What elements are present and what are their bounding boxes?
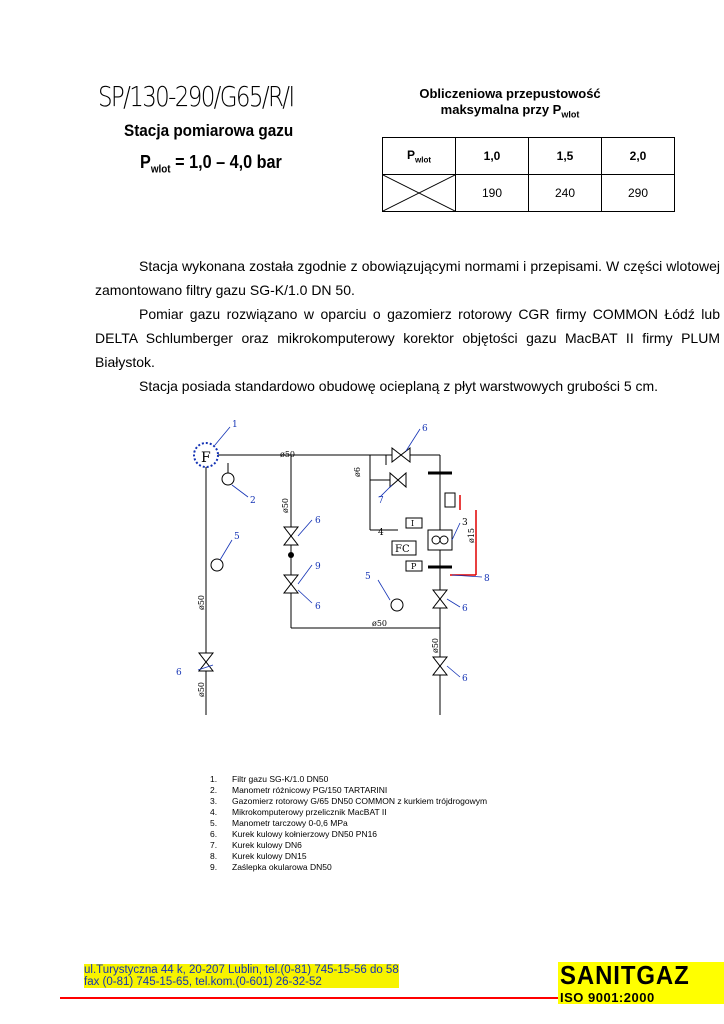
item-number: 6 [176,668,182,678]
flow-cell: 240 [529,175,602,212]
footer-rule [60,997,560,999]
meter-small-label: I [411,519,415,528]
legend-item: 2. Manometr różnicowy PG/150 TARTARINI [210,785,388,795]
corrector-label: FC [395,544,410,555]
capacity-title-sub: wlot [561,109,580,120]
item-number: 9 [315,562,321,572]
legend-item: 4. Mikrokomputerowy przelicznik MacBAT II [210,807,387,817]
item-number: 6 [315,602,321,612]
pressure-value: = 1,0 – 4,0 bar [170,152,282,172]
legend-item: 5. Manometr tarczowy 0-0,6 MPa [210,818,348,828]
item-number: 6 [462,674,468,684]
legend-item: 1. Filtr gazu SG-K/1.0 DN50 [210,774,329,784]
filter-label: F [201,450,211,466]
pipe-dn50-label: ø50 [197,682,206,697]
paragraph-2 [95,302,720,374]
item-number: 8 [484,574,490,584]
pressure-cell: 2,0 [602,138,675,175]
iso-certification: ISO 9001:2000 [560,990,655,1005]
item-number: 7 [378,496,384,506]
legend-item: 7. Kurek kulowy DN6 [210,840,302,850]
item-number: 6 [315,516,321,526]
item-number: 5 [365,572,371,582]
pipe-dn15-label: ø15 [467,528,476,543]
item-number: 6 [462,604,468,614]
pipe-dn6-label: ø6 [353,467,362,477]
inlet-pressure-range [140,152,282,176]
row-label-prefix: P [406,147,415,162]
brand-logo: SANITGAZ [560,960,690,990]
pipe-dn50-label: ø50 [280,450,295,459]
company-address [84,964,399,988]
cross-mark-icon [383,175,455,211]
item-number: 6 [422,424,428,434]
legend-item: 9. Zaślepka okularowa DN50 [210,862,332,872]
capacity-title-line2 [384,102,636,123]
pressure-sub: wlot [150,163,171,176]
item-number: 4 [378,528,384,538]
station-schematic-diagram [160,415,520,725]
pressure-prefix: P [140,152,151,172]
pipe-dn50-label: ø50 [431,638,440,653]
legend-item: 8. Kurek kulowy DN15 [210,851,307,861]
item-number: 1 [232,420,238,430]
pressure-cell: 1,5 [529,138,602,175]
pressure-gauge-icon [211,559,223,571]
paragraph-1 [95,254,720,302]
station-subtitle: Stacja pomiarowa gazu [124,121,294,140]
capacity-row-label [383,138,456,175]
capacity-title-line1: Obliczeniowa przepustowość [419,86,601,101]
flow-cell: 190 [456,175,529,212]
station-code: SP/130-290/G65/R/I [98,80,294,113]
row-label-sub: wlot [415,155,431,165]
capacity-title [384,86,636,123]
capacity-table [382,137,675,212]
crossed-cell [383,175,456,212]
item-number: 3 [462,518,468,528]
capacity-flow-row [383,175,675,212]
pipe-dn50-label: ø50 [372,619,387,628]
paragraph-2-text: Pomiar gazu rozwiązano w oparciu o gazomierz rotorowy CGR firmy COMMON Łódź lub DELTA Schlumberger oraz mikrokomputerowy korektor objętości gazu MacBAT II firmy PLUM Białystok. [95,306,720,370]
flow-cell: 290 [602,175,675,212]
pressure-gauge-icon [391,599,403,611]
item-number: 5 [234,532,240,542]
spectacle-blind-icon [288,552,294,558]
paragraph-1-text: Stacja wykonana została zgodnie z obowiązującymi normami i przepisami. W części wlotowej zamontowano filtry gazu SG-K/1.0 DN 50. [95,258,720,298]
component-legend [210,774,487,873]
pressure-cell: 1,0 [456,138,529,175]
address-line-2: fax (0-81) 745-15-65, tel.kom.(0-601) 26-32-52 [84,976,399,988]
item-number: 2 [250,496,256,506]
meter-p-label: P [411,562,417,571]
capacity-title-line2-text: maksymalna przy P [440,102,562,117]
differential-gauge-icon [222,473,234,485]
address-line-1: ul.Turystyczna 44 k, 20-207 Lublin, tel.(0-81) 745-15-56 do 58 [84,964,399,976]
pipe-dn50-label: ø50 [281,498,290,513]
legend-item: 6. Kurek kulowy kołnierzowy DN50 PN16 [210,829,378,839]
capacity-header-row [383,138,675,175]
legend-item: 3. Gazomierz rotorowy G/65 DN50 COMMON z kurkiem trójdrogowym [210,796,488,806]
pipe-dn50-label: ø50 [197,595,206,610]
paragraph-3-text: Stacja posiada standardowo obudowę ocieplaną z płyt warstwowych grubości 5 cm. [139,378,659,394]
paragraph-3 [95,374,720,398]
